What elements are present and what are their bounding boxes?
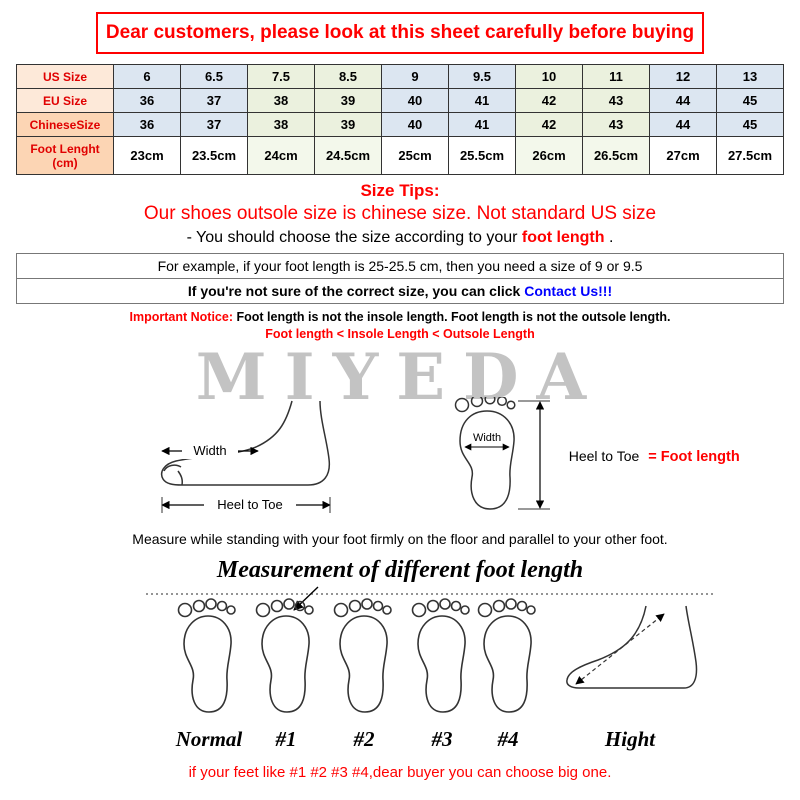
big-size-advice: if your feet like #1 #2 #3 #4,dear buyer you can choose big one.	[188, 764, 612, 781]
label-3: #3	[431, 727, 453, 751]
label-2: #2	[353, 727, 375, 751]
contact-note	[16, 278, 784, 304]
table-row-us-size	[17, 65, 784, 89]
size-cell: 26.5cm	[583, 137, 650, 175]
foot-types-diagram	[16, 586, 784, 758]
size-cell: 44	[650, 113, 717, 137]
size-cell: 38	[248, 113, 315, 137]
outsole-size-note: Our shoes outsole size is chinese size. Not standard US size	[143, 203, 657, 224]
size-cell: 36	[114, 113, 181, 137]
footprint-3	[413, 599, 470, 712]
size-cell: 25.5cm	[449, 137, 516, 175]
size-cell: 8.5	[315, 65, 382, 89]
size-cell: 23.5cm	[181, 137, 248, 175]
size-cell: 23cm	[114, 137, 181, 175]
foot-types-title: Measurement of different foot length	[216, 557, 584, 583]
choose-size-text: - You should choose the size according to your	[186, 229, 522, 246]
size-cell: 6.5	[181, 65, 248, 89]
size-cell: 11	[583, 65, 650, 89]
size-cell: 9.5	[449, 65, 516, 89]
size-cell: 13	[717, 65, 784, 89]
measure-instruction: Measure while standing with your foot firmly on the floor and parallel to your other foot.	[132, 531, 668, 547]
size-cell: 39	[315, 89, 382, 113]
measurement-diagram-zone	[16, 340, 784, 529]
label-1: #1	[275, 727, 297, 751]
size-cell: 41	[449, 113, 516, 137]
size-cell: 45	[717, 113, 784, 137]
width-label-side: Width	[193, 443, 227, 458]
table-row-chinese-size	[17, 113, 784, 137]
size-cell: 9	[382, 65, 449, 89]
instep-height-sketch	[567, 606, 697, 688]
size-cell: 38	[248, 89, 315, 113]
footprint-normal	[179, 599, 236, 712]
size-cell: 40	[382, 89, 449, 113]
heel-to-toe-label-side: Heel to Toe	[217, 497, 283, 512]
size-table	[16, 64, 784, 175]
foot-length-label: = Foot length	[648, 449, 740, 465]
size-cell: 26cm	[516, 137, 583, 175]
size-cell: 10	[516, 65, 583, 89]
size-cell: 36	[114, 89, 181, 113]
footprint-4	[479, 599, 536, 712]
table-row-eu-size	[17, 89, 784, 113]
choose-size-note	[16, 229, 784, 247]
label-normal: Normal	[175, 727, 243, 751]
size-cell: 42	[516, 113, 583, 137]
size-cell: 27.5cm	[717, 137, 784, 175]
size-tips-title: Size Tips:	[360, 181, 440, 200]
size-cell: 12	[650, 65, 717, 89]
size-cell: 25cm	[382, 137, 449, 175]
footprint-1	[257, 599, 314, 712]
contact-us-link[interactable]: Contact Us!!!	[524, 283, 613, 299]
contact-note-text: If you're not sure of the correct size, you can click	[187, 283, 525, 299]
choose-size-text-end: .	[604, 229, 614, 246]
size-cell: 27cm	[650, 137, 717, 175]
size-cell: 43	[583, 89, 650, 113]
label-hight: Hight	[604, 727, 656, 751]
size-cell: 7.5	[248, 65, 315, 89]
size-cell: 44	[650, 89, 717, 113]
important-notice-label: Important Notice:	[129, 310, 233, 324]
size-cell: 37	[181, 89, 248, 113]
length-formula: Foot length < Insole Length < Outsole Length	[265, 327, 535, 341]
top-warning-banner: Dear customers, please look at this sheet carefully before buying	[96, 12, 704, 54]
size-cell: 39	[315, 113, 382, 137]
size-row-header: US Size	[17, 65, 114, 89]
example-note: For example, if your foot length is 25-25.5 cm, then you need a size of 9 or 9.5	[16, 253, 784, 279]
important-notice	[16, 310, 784, 324]
footprint-2	[335, 599, 392, 712]
size-cell: 41	[449, 89, 516, 113]
size-row-header: ChineseSize	[17, 113, 114, 137]
brand-watermark: MIYEDA	[195, 340, 605, 415]
foot-measure-diagram	[16, 397, 784, 529]
size-cell: 37	[181, 113, 248, 137]
tips-section	[16, 181, 784, 341]
size-cell: 42	[516, 89, 583, 113]
size-row-header: Foot Lenght (cm)	[17, 137, 114, 175]
size-cell: 45	[717, 89, 784, 113]
table-row-foot-length	[17, 137, 784, 175]
heel-to-toe-label-sole: Heel to Toe	[568, 448, 640, 464]
size-row-header: EU Size	[17, 89, 114, 113]
size-cell: 24cm	[248, 137, 315, 175]
size-cell: 40	[382, 113, 449, 137]
width-label-sole: Width	[472, 432, 502, 444]
important-notice-text: Foot length is not the insole length. Foot length is not the outsole length.	[233, 310, 671, 324]
foot-length-highlight: foot length	[521, 229, 605, 246]
size-cell: 24.5cm	[315, 137, 382, 175]
label-4: #4	[497, 727, 519, 751]
size-cell: 6	[114, 65, 181, 89]
size-cell: 43	[583, 113, 650, 137]
